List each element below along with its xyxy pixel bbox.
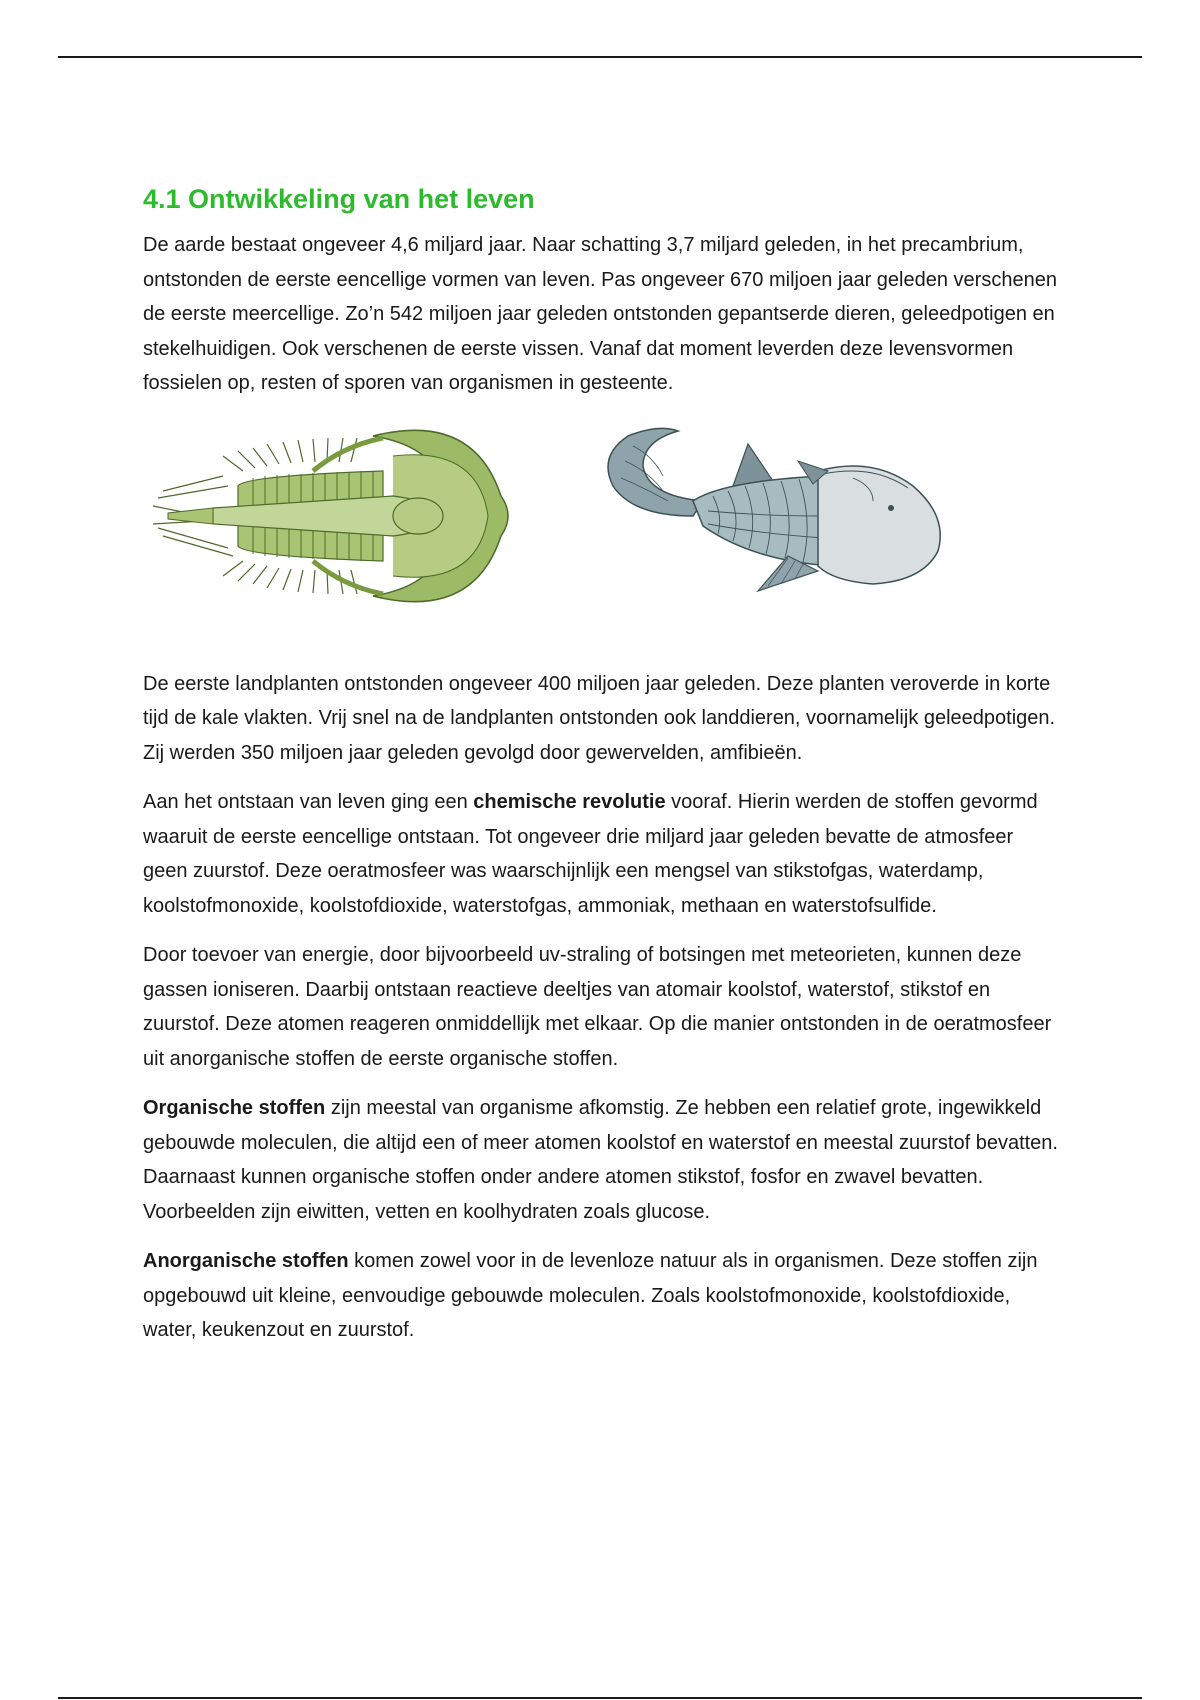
document-body [143, 180, 1063, 1363]
fish-head-shield [818, 466, 940, 584]
paragraph-chemical-revolution [143, 785, 1063, 923]
p5-text-after: zijn meestal van organisme afkomstig. Ze hebben een relatief grote, ingewikkeld gebouwde moleculen, die altijd een of meer atomen koolstof en waterstof en meestal zuurstof bevatten. Daarnaast kunnen organische stoffen onder andere atomen stikstof, fosfor en zwavel bevatten. Voorbeelden zijn eiwitten, vetten en koolhydraten zoals glucose. [143, 1097, 1058, 1223]
p3-text-after: vooraf. Hierin werden de stoffen gevormd waaruit de eerste eencellige ontstaan. Tot ongeveer drie miljard jaar geleden bevatte de atmosfeer geen zuurstof. Deze oeratmosfeer was waarschijnlijk een mengsel van stikstofgas, waterdamp, koolstofmonoxide, koolstofdioxide, waterstofgas, ammoniak, methaan en waterstofsulfide. [143, 791, 1038, 917]
paragraph-energy-ionization: Door toevoer van energie, door bijvoorbeeld uv-straling of botsingen met meteorieten, kunnen deze gassen ioniseren. Daarbij ontstaan reactieve deeltjes van atomair koolstof, waterstof, stikstof en zuurstof. Deze atomen reageren onmiddellijk met elkaar. Op die manier ontstonden in de oeratmosfeer uit anorganische stoffen de eerste organische stoffen. [143, 944, 1052, 1070]
fossil-figures [143, 416, 1063, 626]
term-anorganische-stoffen: Anorganische stoffen [143, 1250, 349, 1272]
fish-tail [608, 428, 703, 516]
fish-dorsal-fin [733, 444, 773, 486]
paragraph-inorganic-substances [143, 1244, 1063, 1348]
armored-fish-illustration [573, 416, 973, 616]
header-rule [58, 56, 1142, 58]
paragraph-organic-substances [143, 1091, 1063, 1229]
p6-text-after: komen zowel voor in de levenloze natuur als in organismen. Deze stoffen zijn opgebouwd uit kleine, eenvoudige gebouwde moleculen. Zoals koolstofmonoxide, koolstofdioxide, water, keukenzout en zuurstof. [143, 1250, 1038, 1341]
paragraph-land-plants: De eerste landplanten ontstonden ongeveer 400 miljoen jaar geleden. Deze planten veroverde in korte tijd de kale vlakten. Vrij snel na de landplanten ontstonden ook landdieren, voornamelijk geleedpotigen. Zij werden 350 miljoen jaar geleden gevolgd door gewervelden, amfibieën. [143, 672, 1056, 764]
footer-rule [58, 1697, 1142, 1699]
trilobite-illustration [143, 416, 538, 616]
paragraph-origin-of-life: De aarde bestaat ongeveer 4,6 miljard jaar. Naar schatting 3,7 miljard geleden, in het precambrium, ontstonden de eerste eencellige vormen van leven. Pas ongeveer 670 miljoen jaar geleden verschenen de eerste meercellige. Zo’n 542 miljoen jaar geleden ontstonden gepantserde dieren, geleedpotigen en stekelhuidigen. Ook verschenen de eerste vissen. Vanaf dat moment leverden deze levensvormen fossielen op, resten of sporen van organismen in gesteente. [143, 234, 1057, 394]
term-organische-stoffen: Organische stoffen [143, 1097, 326, 1119]
p3-text-before: Aan het ontstaan van leven ging een [143, 791, 474, 813]
term-chemische-revolutie: chemische revolutie [473, 791, 666, 813]
fish-body [693, 476, 833, 566]
section-heading: 4.1 Ontwikkeling van het leven [143, 184, 535, 214]
